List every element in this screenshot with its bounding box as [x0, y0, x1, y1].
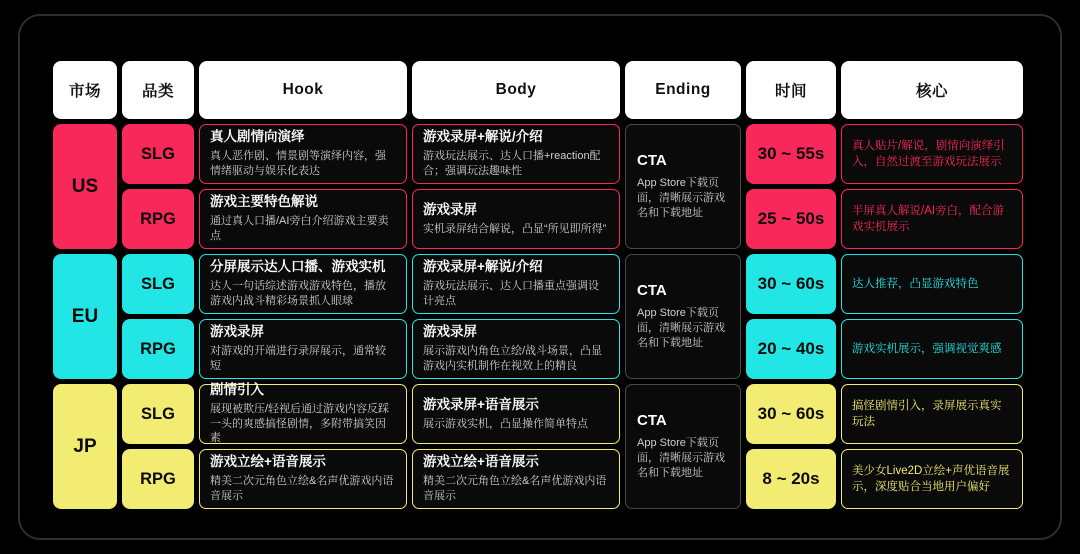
body-cell-eu-rpg [412, 319, 620, 379]
hook-desc: 对游戏的开端进行录屏展示，通常较短 [210, 345, 386, 372]
hook-cell-jp-rpg [199, 449, 407, 509]
market-cell-us [53, 124, 117, 249]
body-title: 游戏录屏+解说/介绍 [423, 129, 543, 145]
market-label-us: US [53, 124, 117, 249]
ending-desc: App Store下载页面，清晰展示游戏名和下载地址 [637, 307, 725, 349]
table-row [53, 189, 1023, 249]
time-cell-jp-rpg [746, 449, 836, 509]
time-cell-us-rpg [746, 189, 836, 249]
time-cell-us-slg [746, 124, 836, 184]
time-label: 25 ~ 50s [746, 189, 836, 249]
hook-cell-us-slg [199, 124, 407, 184]
body-title: 游戏录屏 [423, 201, 477, 217]
ending-box [625, 384, 741, 509]
category-cell-us-rpg [122, 189, 194, 249]
header-ending: Ending [625, 61, 741, 119]
ending-box [625, 124, 741, 249]
category-cell-eu-slg [122, 254, 194, 314]
hook-desc: 真人恶作剧、情景剧等演绎内容，强情绪驱动与娱乐化表达 [210, 150, 386, 177]
core-text: 半屏真人解说/AI旁白，配合游戏实机展示 [841, 189, 1023, 249]
body-cell-eu-slg [412, 254, 620, 314]
body-box [412, 384, 620, 444]
body-box [412, 449, 620, 509]
hook-desc: 达人一句话综述游戏游戏特色，播放游戏内战斗精彩场景抓人眼球 [210, 280, 386, 307]
hook-title: 分屏展示达人口播、游戏实机 [210, 259, 386, 275]
hook-title: 真人剧情向演绎 [210, 129, 305, 145]
category-label: RPG [122, 449, 194, 509]
ending-cell-us [625, 124, 741, 249]
table-row [53, 384, 1023, 444]
time-cell-jp-slg [746, 384, 836, 444]
ending-title: CTA [637, 412, 667, 430]
body-desc: 展示游戏实机，凸显操作简单特点 [423, 417, 588, 430]
core-cell-us-slg [841, 124, 1023, 184]
body-box [412, 254, 620, 314]
core-text: 美少女Live2D立绘+声优语音展示，深度贴合当地用户偏好 [841, 449, 1023, 509]
hook-title: 游戏立绘+语音展示 [210, 454, 326, 470]
header-body: Body [412, 61, 620, 119]
ending-desc: App Store下载页面，清晰展示游戏名和下载地址 [637, 437, 725, 479]
body-title: 游戏录屏+语音展示 [423, 396, 539, 412]
body-desc: 精美二次元角色立绘&名声优游戏内语音展示 [423, 475, 607, 502]
hook-box [199, 189, 407, 249]
hook-cell-eu-slg [199, 254, 407, 314]
category-cell-jp-rpg [122, 449, 194, 509]
body-desc: 游戏玩法展示、达人口播重点强调设计亮点 [423, 280, 599, 307]
body-title: 游戏录屏 [423, 324, 477, 340]
ending-desc: App Store下载页面，清晰展示游戏名和下载地址 [637, 177, 725, 219]
category-label: RPG [122, 189, 194, 249]
hook-title: 剧情引入 [210, 381, 264, 397]
core-cell-jp-slg [841, 384, 1023, 444]
category-cell-us-slg [122, 124, 194, 184]
core-cell-eu-slg [841, 254, 1023, 314]
time-label: 8 ~ 20s [746, 449, 836, 509]
header-core: 核心 [841, 61, 1023, 119]
core-cell-us-rpg [841, 189, 1023, 249]
hook-desc: 精美二次元角色立绘&名声优游戏内语音展示 [210, 475, 394, 502]
core-cell-jp-rpg [841, 449, 1023, 509]
core-text: 游戏实机展示，强调视觉爽感 [841, 319, 1023, 379]
market-cell-jp [53, 384, 117, 509]
market-cell-eu [53, 254, 117, 379]
hook-cell-jp-slg [199, 381, 407, 445]
body-cell-jp-rpg [412, 449, 620, 509]
body-box [412, 319, 620, 379]
body-desc: 实机录屏结合解说，凸显“所见即所得” [423, 222, 607, 235]
hook-desc: 通过真人口播/AI旁白介绍游戏主要卖点 [210, 215, 389, 242]
hook-desc: 展现被欺压/轻视后通过游戏内容反踩一头的爽感搞怪剧情，多附带搞笑因素 [210, 402, 390, 445]
core-cell-eu-rpg [841, 319, 1023, 379]
time-label: 20 ~ 40s [746, 319, 836, 379]
hook-box [199, 319, 407, 379]
category-label: RPG [122, 319, 194, 379]
ending-cell-eu [625, 254, 741, 379]
time-cell-eu-slg [746, 254, 836, 314]
table-header-row [53, 61, 1023, 119]
ending-title: CTA [637, 282, 667, 300]
ending-box [625, 254, 741, 379]
hook-cell-eu-rpg [199, 319, 407, 379]
table-row [53, 319, 1023, 379]
hook-cell-us-rpg [199, 189, 407, 249]
header-category: 品类 [122, 61, 194, 119]
hook-title: 游戏主要特色解说 [210, 194, 318, 210]
time-label: 30 ~ 55s [746, 124, 836, 184]
header-market: 市场 [53, 61, 117, 119]
hook-box [199, 254, 407, 314]
header-time: 时间 [746, 61, 836, 119]
category-cell-jp-slg [122, 384, 194, 444]
core-text: 搞怪剧情引入，录屏展示真实玩法 [841, 384, 1023, 444]
strategy-table [48, 56, 1028, 514]
body-cell-us-rpg [412, 189, 620, 249]
table-row [53, 124, 1023, 184]
hook-box [199, 449, 407, 509]
ending-cell-jp [625, 384, 741, 509]
body-box [412, 124, 620, 184]
hook-box [199, 381, 407, 445]
category-label: SLG [122, 254, 194, 314]
core-text: 真人贴片/解说，剧情向演绎引入，自然过渡至游戏玩法展示 [841, 124, 1023, 184]
body-title: 游戏立绘+语音展示 [423, 454, 539, 470]
time-label: 30 ~ 60s [746, 254, 836, 314]
category-label: SLG [122, 384, 194, 444]
market-label-jp: JP [53, 384, 117, 509]
body-desc: 游戏玩法展示、达人口播+reaction配合；强调玩法趣味性 [423, 150, 601, 177]
table-row [53, 254, 1023, 314]
body-desc: 展示游戏内角色立绘/战斗场景，凸显游戏内实机制作在视效上的精良 [423, 345, 603, 372]
market-label-eu: EU [53, 254, 117, 379]
time-cell-eu-rpg [746, 319, 836, 379]
body-title: 游戏录屏+解说/介绍 [423, 259, 543, 275]
category-cell-eu-rpg [122, 319, 194, 379]
time-label: 30 ~ 60s [746, 384, 836, 444]
body-box [412, 189, 620, 249]
body-cell-us-slg [412, 124, 620, 184]
category-label: SLG [122, 124, 194, 184]
table-row [53, 449, 1023, 509]
body-cell-jp-slg [412, 384, 620, 444]
ending-title: CTA [637, 152, 667, 170]
core-text: 达人推荐，凸显游戏特色 [841, 254, 1023, 314]
hook-box [199, 124, 407, 184]
hook-title: 游戏录屏 [210, 324, 264, 340]
header-hook: Hook [199, 61, 407, 119]
